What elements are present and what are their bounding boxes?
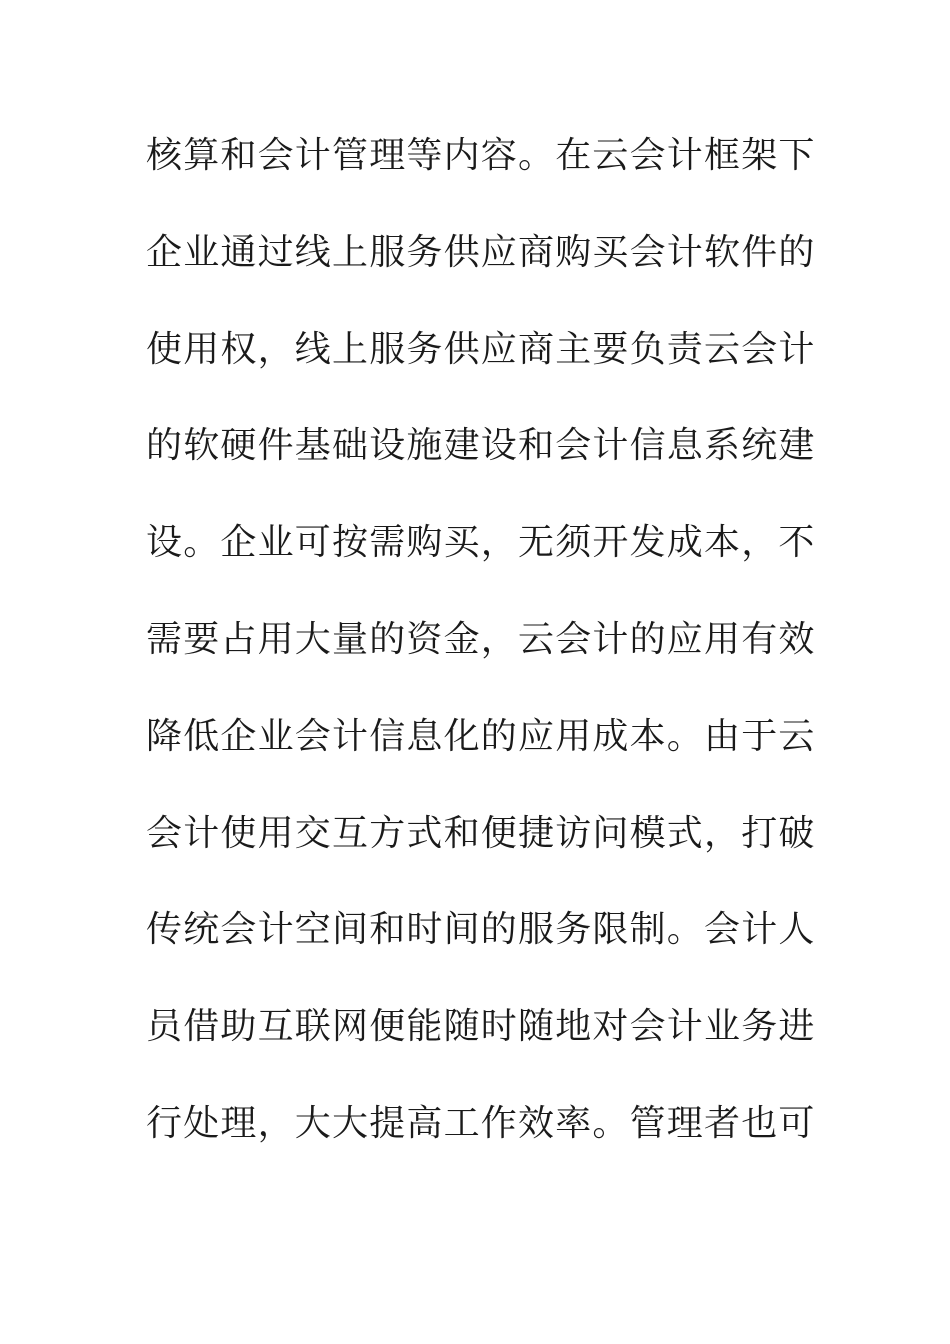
text-line-8: 会计使用交互方式和便捷访问模式，打破	[146, 812, 816, 854]
text-line-5: 设。企业可按需购买，无须开发成本，不	[146, 522, 816, 564]
text-line-3: 使用权，线上服务供应商主要负责云会计	[146, 328, 816, 370]
text-line-9: 传统会计空间和时间的服务限制。会计人	[146, 909, 816, 951]
text-line-4: 的软硬件基础设施建设和会计信息系统建	[146, 425, 816, 467]
text-line-6: 需要占用大量的资金，云会计的应用有效	[146, 618, 816, 660]
text-line-1: 核算和会计管理等内容。在云会计框架下	[146, 135, 816, 176]
text-line-10: 员借助互联网便能随时随地对会计业务进	[146, 1006, 816, 1048]
body-paragraph	[146, 120, 816, 1185]
text-line-11: 行处理，大大提高工作效率。管理者也可	[146, 1102, 816, 1144]
text-line-2: 企业通过线上服务供应商购买会计软件的	[146, 231, 816, 273]
text-line-7: 降低企业会计信息化的应用成本。由于云	[146, 715, 816, 757]
